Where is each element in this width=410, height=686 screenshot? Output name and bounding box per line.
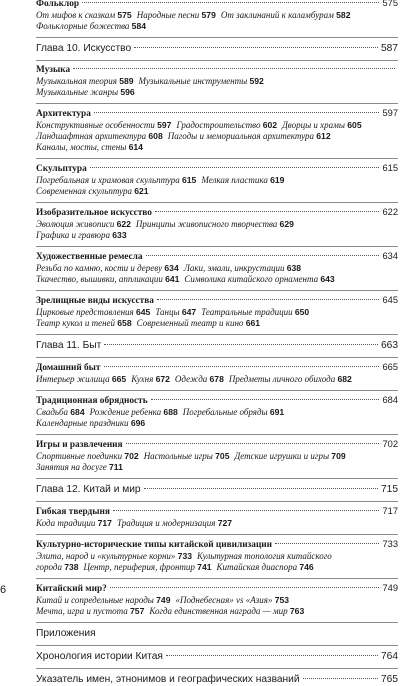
toc-subitem-title: Погребальная и храмовая скульптура bbox=[36, 175, 180, 185]
toc-subitem-title: Интерьер жилища bbox=[36, 374, 110, 384]
subitems-line bbox=[36, 551, 398, 562]
subitems-line bbox=[36, 186, 398, 197]
dot-leader bbox=[275, 543, 379, 544]
toc-subitem[interactable] bbox=[175, 374, 224, 384]
section-divider bbox=[36, 37, 398, 38]
dot-leader bbox=[155, 211, 380, 212]
toc-subitem[interactable] bbox=[36, 219, 131, 229]
toc-subitem-page: 641 bbox=[165, 274, 180, 284]
subitems-line bbox=[36, 21, 398, 32]
subitems-line bbox=[36, 518, 398, 529]
toc-subitem[interactable] bbox=[155, 307, 196, 317]
toc-subitem-page: 682 bbox=[337, 374, 352, 384]
section-fine-art[interactable] bbox=[36, 207, 398, 219]
toc-subitem[interactable] bbox=[36, 407, 85, 417]
toc-subitem[interactable] bbox=[36, 142, 143, 152]
subitems-line bbox=[36, 374, 398, 385]
toc-subitem[interactable] bbox=[36, 462, 123, 472]
toc-subitem-page: 605 bbox=[347, 120, 362, 130]
toc-subitem-title: Ткачество, вышивки, аппликации bbox=[36, 274, 163, 284]
dot-leader bbox=[126, 443, 380, 444]
toc-subitem-page: 647 bbox=[181, 307, 197, 317]
section-fine-art-page: 622 bbox=[382, 207, 398, 217]
toc-subitem-page: 589 bbox=[119, 76, 134, 86]
toc-subitem-title: Настольные игры bbox=[143, 451, 213, 461]
toc-subitem-title: Танцы bbox=[155, 307, 180, 317]
dot-leader bbox=[94, 112, 380, 113]
toc-subitem-title: Погребальные обряды bbox=[182, 407, 268, 417]
section-divider bbox=[36, 334, 398, 335]
toc-subitem-page: 575 bbox=[117, 10, 132, 20]
toc-subitem[interactable] bbox=[36, 76, 134, 86]
toc-subitem[interactable] bbox=[36, 518, 112, 528]
chapter-12[interactable] bbox=[36, 483, 398, 496]
toc-subitem-title: Графика и гравюра bbox=[36, 230, 111, 240]
toc-subitem-page: 705 bbox=[215, 451, 230, 461]
section-chinese-world-page: 749 bbox=[382, 583, 398, 593]
toc-subitem[interactable] bbox=[183, 407, 284, 417]
toc-subitem[interactable] bbox=[36, 374, 126, 384]
toc-subitem-page: 650 bbox=[294, 307, 310, 317]
dot-leader bbox=[166, 655, 378, 656]
subitems-line bbox=[36, 318, 398, 329]
section-divider bbox=[36, 501, 398, 502]
toc-subitem[interactable] bbox=[131, 374, 170, 384]
section-cultural-types-page: 733 bbox=[382, 539, 398, 549]
page-number: 6 bbox=[0, 584, 7, 596]
toc-subitem[interactable] bbox=[234, 451, 345, 461]
toc-subitem-title: Музыкальные жанры bbox=[36, 87, 119, 97]
subitems-line bbox=[36, 451, 398, 462]
toc-subitem-title: От мифов к сказкам bbox=[36, 10, 116, 20]
chapter-10-title: Глава 10. Искусство bbox=[36, 43, 132, 54]
toc-subitem-page: 638 bbox=[286, 263, 302, 273]
toc-subitem-title: Пагоды и мемориальная архитектура bbox=[167, 131, 315, 141]
toc-subitem-title: Театральные традиции bbox=[201, 307, 293, 317]
toc-subitem-title: Резьба по камню, кости и дереву bbox=[36, 263, 163, 273]
section-home-life-page: 665 bbox=[382, 362, 398, 372]
toc-subitem-page: 621 bbox=[134, 186, 149, 196]
toc-subitem-page: 757 bbox=[130, 606, 145, 616]
subitems-line bbox=[36, 131, 398, 142]
toc-subitem-page: 608 bbox=[148, 131, 163, 141]
appendix-index-title: Указатель имен, этнонимов и географических названий bbox=[36, 674, 300, 685]
subitems-line bbox=[36, 562, 398, 573]
section-rites-title: Традиционная обрядность bbox=[36, 396, 148, 406]
section-fine-art-title: Изобразительное искусство bbox=[36, 208, 152, 218]
toc-subitem-page: 678 bbox=[209, 374, 224, 384]
toc-subitem[interactable] bbox=[36, 562, 79, 572]
subitems-line bbox=[36, 307, 398, 318]
section-folklore-title: Фольклор bbox=[36, 0, 80, 9]
subitems-line bbox=[36, 175, 398, 186]
toc-subitem-page: 741 bbox=[197, 562, 212, 572]
toc-subitem-page: 696 bbox=[130, 418, 146, 428]
chapter-12-page: 715 bbox=[381, 484, 398, 495]
toc-subitem-page: 746 bbox=[299, 562, 314, 572]
toc-subitem-title: Элита, народ и «культурные корни» bbox=[36, 551, 176, 561]
section-flexible-stronghold-page: 717 bbox=[382, 506, 398, 516]
toc-subitem[interactable] bbox=[36, 263, 179, 273]
toc-subitem[interactable] bbox=[217, 562, 314, 572]
toc-subitem-title: Культурная топология китайского bbox=[197, 551, 332, 561]
toc-subitem-title: Китайская диаспора bbox=[216, 562, 298, 572]
toc-subitem-page: 634 bbox=[164, 263, 179, 273]
toc-subitem-title: Градостроительство bbox=[176, 120, 261, 130]
section-divider bbox=[36, 578, 398, 579]
toc-subitem[interactable] bbox=[36, 606, 144, 616]
toc-subitem-title: Традиция и модернизация bbox=[116, 518, 216, 528]
section-folklore[interactable] bbox=[36, 0, 398, 10]
section-sculpture[interactable] bbox=[36, 163, 398, 175]
toc-subitem[interactable] bbox=[36, 120, 171, 130]
toc-subitem-page: 614 bbox=[128, 142, 143, 152]
appendix-chronology-page: 764 bbox=[381, 651, 398, 662]
section-sculpture-title: Скульптура bbox=[36, 164, 87, 174]
toc-subitem-title: города bbox=[36, 562, 62, 572]
dot-leader bbox=[110, 587, 380, 588]
section-home-life-title: Домашний быт bbox=[36, 363, 101, 373]
toc-subitem-page: 709 bbox=[331, 451, 346, 461]
section-divider bbox=[36, 103, 398, 104]
appendix-title: Приложения bbox=[36, 628, 96, 639]
toc-subitem-page: 702 bbox=[124, 451, 139, 461]
section-divider bbox=[36, 478, 398, 479]
dot-leader bbox=[104, 344, 378, 345]
toc-subitem-title: Эволюция живописи bbox=[36, 219, 115, 229]
toc-subitem-page: 691 bbox=[269, 407, 285, 417]
toc-subitem-title: Занятия на досуге bbox=[36, 462, 107, 472]
toc-subitem-page: 645 bbox=[136, 307, 151, 317]
toc-subitem-page: 753 bbox=[274, 595, 290, 605]
toc-subitem-page: 579 bbox=[201, 10, 216, 20]
toc-subitem[interactable] bbox=[36, 175, 196, 185]
toc-subitem[interactable] bbox=[176, 120, 277, 130]
subitems-line bbox=[36, 263, 398, 274]
subitems-line bbox=[36, 230, 398, 241]
dot-leader bbox=[113, 510, 380, 511]
toc-subitem[interactable] bbox=[197, 551, 332, 561]
toc-subitem-page: 596 bbox=[120, 87, 135, 97]
section-rites[interactable] bbox=[36, 395, 398, 407]
section-folklore-page: 575 bbox=[382, 0, 398, 8]
section-crafts[interactable] bbox=[36, 251, 398, 263]
toc-subitem-page: 717 bbox=[97, 518, 112, 528]
section-divider bbox=[36, 202, 398, 203]
toc-subitem[interactable] bbox=[144, 451, 230, 461]
toc-subitem-title: От заклинаний к каламбурам bbox=[220, 10, 334, 20]
toc-subitem[interactable] bbox=[136, 219, 294, 229]
section-performing-arts[interactable] bbox=[36, 295, 398, 307]
section-performing-arts-title: Зрелищные виды искусства bbox=[36, 296, 154, 306]
toc-subitem[interactable] bbox=[36, 230, 127, 240]
section-sculpture-page: 615 bbox=[382, 163, 398, 173]
toc-subitem-title: Центр, периферия, фронтир bbox=[83, 562, 195, 572]
section-music[interactable] bbox=[36, 65, 398, 76]
toc-subitem[interactable] bbox=[36, 451, 139, 461]
toc-subitem-title: Календарные праздники bbox=[36, 418, 129, 428]
toc-subitem-title: Кода традиции bbox=[36, 518, 96, 528]
toc-subitem-title: «Поднебесная» vs «Азия» bbox=[175, 595, 273, 605]
toc-subitem-page: 658 bbox=[117, 318, 132, 328]
section-games-title: Игры и развлечения bbox=[36, 440, 123, 450]
toc-subitem[interactable] bbox=[201, 307, 309, 317]
section-architecture-page: 597 bbox=[382, 108, 398, 118]
toc-subitem-title: Символика китайского орнамента bbox=[184, 274, 319, 284]
toc-subitem[interactable] bbox=[117, 518, 232, 528]
toc-subitem-page: 711 bbox=[109, 462, 123, 472]
toc-subitem[interactable] bbox=[221, 10, 351, 20]
toc-subitem-title: Современный театр и кино bbox=[136, 318, 244, 328]
section-architecture[interactable] bbox=[36, 108, 398, 120]
toc-subitem-page: 597 bbox=[157, 120, 172, 130]
toc-subitem[interactable] bbox=[36, 418, 145, 428]
chapter-11[interactable] bbox=[36, 339, 398, 352]
toc-subitem-page: 727 bbox=[217, 518, 233, 528]
subitems-line bbox=[36, 606, 398, 617]
subitems-line bbox=[36, 10, 398, 21]
toc-subitem-page: 763 bbox=[289, 606, 305, 616]
subitems-line bbox=[36, 462, 398, 473]
section-flexible-stronghold[interactable] bbox=[36, 506, 398, 518]
toc-subitem[interactable] bbox=[282, 120, 362, 130]
section-divider bbox=[36, 60, 398, 61]
toc-subitem-title: Предметы личного обихода bbox=[228, 374, 336, 384]
section-chinese-world[interactable] bbox=[36, 583, 398, 595]
chapter-11-page: 663 bbox=[381, 340, 398, 351]
appendix-chronology[interactable] bbox=[36, 650, 398, 663]
subitems-line bbox=[36, 120, 398, 131]
toc-subitem[interactable] bbox=[36, 551, 192, 561]
toc-subitem[interactable] bbox=[36, 274, 179, 284]
subitems-line bbox=[36, 219, 398, 230]
section-architecture-title: Архитектура bbox=[36, 109, 91, 119]
toc-subitem-title: Детские игрушки и игры bbox=[234, 451, 330, 461]
toc-subitem-title: Современная скульптура bbox=[36, 186, 132, 196]
toc-subitem[interactable] bbox=[36, 21, 146, 31]
toc-subitem-title: Ландшафтная архитектура bbox=[36, 131, 147, 141]
dot-leader bbox=[157, 299, 380, 300]
toc-subitem-title: Каналы, мосты, стены bbox=[36, 142, 127, 152]
subitems-line bbox=[36, 142, 398, 153]
appendix-index[interactable] bbox=[36, 673, 398, 686]
toc-subitem[interactable] bbox=[36, 131, 163, 141]
section-divider bbox=[36, 668, 398, 669]
toc-subitem[interactable] bbox=[229, 374, 352, 384]
toc-subitem-page: 733 bbox=[177, 551, 193, 561]
toc-subitem-page: 633 bbox=[112, 230, 127, 240]
toc-subitem-page: 661 bbox=[245, 318, 261, 328]
toc-subitem-title: Одежда bbox=[174, 374, 208, 384]
toc-subitem-title: Фольклорные божества bbox=[36, 21, 130, 31]
toc-subitem[interactable] bbox=[184, 263, 301, 273]
chapter-10[interactable] bbox=[36, 42, 398, 55]
chapter-11-title: Глава 11. Быт bbox=[36, 340, 102, 351]
toc-subitem-title: Театр кукол и теней bbox=[36, 318, 116, 328]
toc-subitem-page: 612 bbox=[316, 131, 331, 141]
toc-subitem[interactable] bbox=[36, 307, 150, 317]
toc-subitem[interactable] bbox=[184, 274, 334, 284]
chapter-12-title: Глава 12. Китай и мир bbox=[36, 484, 141, 495]
toc-subitem[interactable] bbox=[36, 595, 170, 605]
section-divider bbox=[36, 158, 398, 159]
toc-subitem[interactable] bbox=[36, 186, 149, 196]
section-divider bbox=[36, 534, 398, 535]
dot-leader bbox=[82, 2, 379, 3]
dot-leader bbox=[73, 68, 395, 69]
section-divider bbox=[36, 246, 398, 247]
toc-subitem-page: 582 bbox=[336, 10, 351, 20]
toc-subitem-title: Лаки, эмали, инкрустации bbox=[183, 263, 285, 273]
toc-subitem-page: 738 bbox=[64, 562, 79, 572]
toc-subitem[interactable] bbox=[36, 10, 132, 20]
dot-leader bbox=[104, 366, 380, 367]
toc-subitem-page: 584 bbox=[131, 21, 147, 31]
section-cultural-types[interactable] bbox=[36, 539, 398, 551]
section-rites-page: 684 bbox=[382, 395, 398, 405]
table-of-contents bbox=[36, 0, 398, 686]
toc-subitem-title: Музыкальная теория bbox=[36, 76, 117, 86]
toc-subitem[interactable] bbox=[84, 562, 212, 572]
toc-subitem-page: 629 bbox=[279, 219, 294, 229]
section-chinese-world-title: Китайский мир? bbox=[36, 584, 107, 594]
toc-subitem-title: Дворцы и храмы bbox=[282, 120, 346, 130]
section-performing-arts-page: 645 bbox=[382, 295, 398, 305]
toc-subitem-title: Китай и сопредельные народы bbox=[36, 595, 154, 605]
section-crafts-title: Художественные ремесла bbox=[36, 252, 143, 262]
appendix-chronology-title: Хронология истории Китая bbox=[36, 651, 163, 662]
toc-subitem-title: Рождение ребенка bbox=[89, 407, 162, 417]
section-cultural-types-title: Культурно-исторические типы китайской цивилизации bbox=[36, 540, 273, 550]
section-games[interactable] bbox=[36, 439, 398, 451]
toc-subitem[interactable] bbox=[36, 318, 132, 328]
dot-leader bbox=[90, 167, 380, 168]
toc-subitem-title: Конструктивные особенности bbox=[36, 120, 155, 130]
toc-subitem[interactable] bbox=[90, 407, 178, 417]
subitems-line bbox=[36, 76, 398, 87]
toc-subitem-title: Когда единственная награда — мир bbox=[149, 606, 288, 616]
toc-subitem-page: 665 bbox=[111, 374, 127, 384]
dot-leader bbox=[303, 678, 378, 679]
toc-subitem-page: 592 bbox=[249, 76, 264, 86]
toc-subitem-title: Цирковые представления bbox=[36, 307, 134, 317]
appendix-heading bbox=[36, 627, 398, 640]
subitems-line bbox=[36, 87, 398, 98]
dot-leader bbox=[144, 488, 378, 489]
subitems-line bbox=[36, 595, 398, 606]
toc-subitem-page: 622 bbox=[116, 219, 131, 229]
section-games-page: 702 bbox=[382, 439, 398, 449]
toc-subitem[interactable] bbox=[36, 87, 135, 97]
toc-subitem-title: Музыкальные инструменты bbox=[138, 76, 248, 86]
toc-subitem-page: 643 bbox=[320, 274, 335, 284]
section-crafts-page: 634 bbox=[382, 251, 398, 261]
toc-subitem-title: Принципы живописного творчества bbox=[135, 219, 278, 229]
section-flexible-stronghold-title: Гибкая твердыня bbox=[36, 507, 110, 517]
toc-subitem[interactable] bbox=[139, 76, 264, 86]
toc-subitem-page: 749 bbox=[156, 595, 171, 605]
toc-subitem-page: 684 bbox=[70, 407, 85, 417]
toc-subitem-title: Мелкая пластика bbox=[201, 175, 268, 185]
toc-subitem[interactable] bbox=[175, 595, 289, 605]
section-music-title: Музыка bbox=[36, 65, 71, 75]
section-divider bbox=[36, 434, 398, 435]
toc-subitem-title: Кухня bbox=[131, 374, 154, 384]
dot-leader bbox=[146, 255, 380, 256]
section-divider bbox=[36, 290, 398, 291]
section-divider bbox=[36, 622, 398, 623]
toc-subitem-page: 688 bbox=[163, 407, 178, 417]
toc-subitem-page: 615 bbox=[181, 175, 197, 185]
toc-subitem-title: Спортивные поединки bbox=[36, 451, 123, 461]
toc-subitem-title: Свадьба bbox=[36, 407, 69, 417]
toc-subitem-page: 602 bbox=[262, 120, 278, 130]
toc-subitem-title: Народные песни bbox=[136, 10, 200, 20]
chapter-10-page: 587 bbox=[381, 43, 398, 54]
subitems-line bbox=[36, 418, 398, 429]
toc-subitem-title: Мечта, игра и пустота bbox=[36, 606, 128, 616]
toc-subitem-page: 619 bbox=[270, 175, 285, 185]
dot-leader bbox=[151, 399, 380, 400]
toc-subitem[interactable] bbox=[201, 175, 284, 185]
toc-subitem[interactable] bbox=[137, 10, 216, 20]
toc-subitem[interactable] bbox=[149, 606, 304, 616]
dot-leader bbox=[134, 47, 378, 48]
subitems-line bbox=[36, 407, 398, 418]
section-divider bbox=[36, 390, 398, 391]
appendix-index-page: 765 bbox=[381, 674, 398, 685]
section-divider bbox=[36, 357, 398, 358]
section-home-life[interactable] bbox=[36, 362, 398, 374]
toc-subitem-page: 672 bbox=[155, 374, 170, 384]
subitems-line bbox=[36, 274, 398, 285]
toc-subitem[interactable] bbox=[168, 131, 331, 141]
toc-subitem[interactable] bbox=[137, 318, 260, 328]
section-divider bbox=[36, 645, 398, 646]
